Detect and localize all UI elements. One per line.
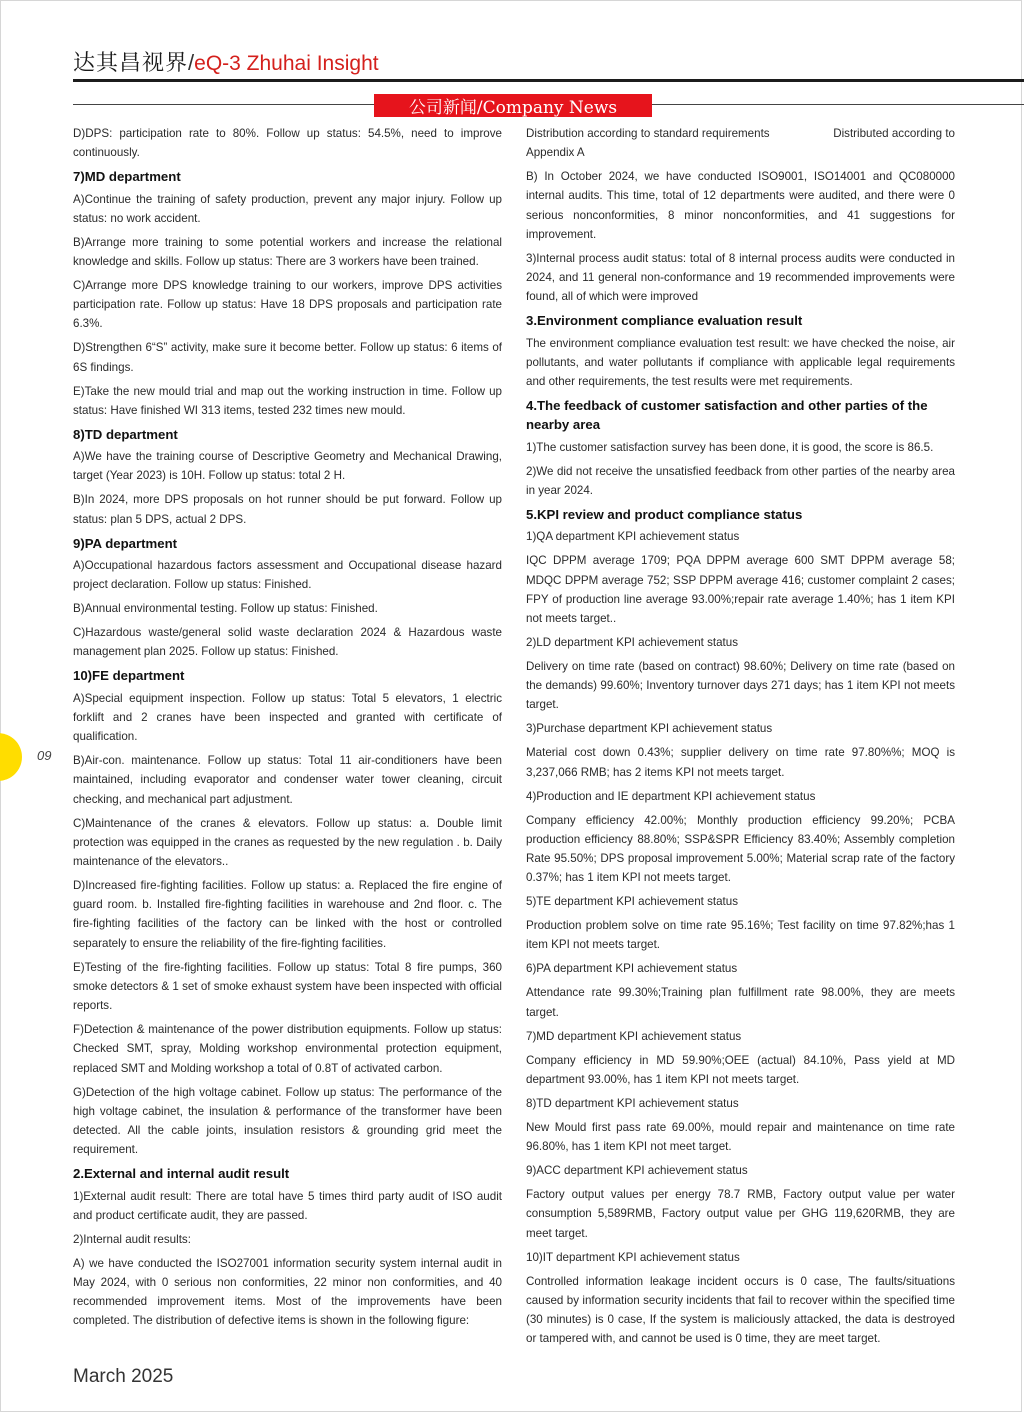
left-column (73, 124, 502, 1335)
paragraph: 4)Production and IE department KPI achievement status (526, 789, 816, 803)
header-rule (73, 79, 1024, 82)
paragraph: 7)MD department KPI achievement status (526, 1029, 742, 1043)
paragraph: B) In October 2024, we have conducted ISO9001, ISO14001 and QC080000 internal audits. This time, total of 12 departments were audited, and there were 0 serious nonconformities, 8 minor nonconformities, and 41 suggestions for improvement. (526, 170, 955, 241)
right-column-blocks (526, 167, 955, 1348)
section-heading: 7)MD department (73, 169, 181, 185)
header-slash: / (188, 50, 195, 75)
magazine-header (73, 46, 379, 81)
footer-date: March 2025 (73, 1366, 174, 1387)
paragraph: 1)External audit result: There are total have 5 times third party audit of ISO audit and product certificate audit, they are passed. (73, 1189, 502, 1222)
paragraph: A)We have the training course of Descriptive Geometry and Mechanical Drawing, target (Year 2023) is 10H. Follow up status: total 2 H. (73, 450, 502, 483)
paragraph: B)Annual environmental testing. Follow up status: Finished. (73, 602, 378, 616)
section-heading: 3.Environment compliance evaluation result (526, 313, 803, 329)
section-heading: 8)TD department (73, 426, 178, 442)
paragraph: 3)Internal process audit status: total of 8 internal process audits were conducted in 2024, and 11 general non-conformance and 19 recommended improvements were found, all of which were improved (526, 251, 955, 304)
distribution-caption-right: Distributed according to (833, 127, 955, 140)
right-column (526, 124, 955, 1353)
distribution-caption-row (526, 124, 955, 143)
paragraph: B)Air-con. maintenance. Follow up status: Total 11 air-conditioners have been maintained, including evaporator and condenser water tower cleaning, circuit checking, and mechanical part adjustment. (73, 754, 502, 806)
paragraph: F)Detection & maintenance of the power distribution equipments. Follow up status: Checked SMT, spray, Molding workshop environmental protection equipment, replaced SMT and Molding workshop a total of 0.8T of activated carbon. (73, 1023, 502, 1075)
appendix-caption: Appendix A (526, 146, 585, 160)
paragraph: 8)TD department KPI achievement status (526, 1096, 739, 1110)
paragraph: Delivery on time rate (based on contract) 98.60%; Delivery on time rate (based on the demands) 99.60%; Inventory turnover days 271 days; has 1 item KPI not meets target. (526, 660, 955, 712)
paragraph: D)Strengthen 6“S” activity, make sure it become better. Follow up status: 6 items of 6S findings. (73, 341, 502, 374)
paragraph: 5)TE department KPI achievement status (526, 895, 739, 909)
section-heading: 10)FE department (73, 668, 185, 684)
paragraph: Factory output values per energy 78.7 RMB, Factory output value per water consumption 5,589RMB, Factory output value per GHG 119,620RMB, they are meet target. (526, 1188, 955, 1240)
paragraph: Production problem solve on time rate 95.16%; Test facility on time 97.82%;has 1 item KPI not meets target. (526, 919, 955, 952)
paragraph: A)Continue the training of safety production, prevent any major injury. Follow up status: no work accident. (73, 192, 502, 225)
section-heading: 5.KPI review and product compliance status (526, 507, 803, 523)
paragraph: 2)Internal audit results: (73, 1232, 191, 1246)
paragraph: 6)PA department KPI achievement status (526, 962, 738, 976)
paragraph: C)Maintenance of the cranes & elevators. Follow up status: a. Double limit protection was equipped in the cranes as requested by the new regulation . b. Daily maintenance of the elevators.. (73, 816, 502, 869)
paragraph: Company efficiency 42.00%; Monthly production efficiency 99.20%; PCBA production efficiency 88.80%; SSP&SPR Efficiency 83.40%; Assembly completion Rate 95.50%; DPS proposal improvement 5.00%; Material scrap rate of the factory 0.37%; has 1 item KPI not meets target. (526, 813, 955, 885)
paragraph: A) we have conducted the ISO27001 information security system internal audit in May 2024, with 0 serious non conformities, 22 minor non conformities, and 40 recommended improvement items. Most of the improvements have been completed. The distribution of defective items is shown in the following figure: (73, 1256, 502, 1328)
section-tab: 公司新闻/Company News (374, 94, 652, 117)
section-heading: 9)PA department (73, 535, 178, 551)
paragraph: 2)LD department KPI achievement status (526, 636, 739, 650)
paragraph: G)Detection of the high voltage cabinet. Follow up status: The performance of the high voltage cabinet, the insulation & performance of the transformer have been detected. All the cable joints, insulation resistors & grounding grid meet the requirement. (73, 1085, 502, 1157)
paragraph: A)Occupational hazardous factors assessment and Occupational disease hazard project declaration. Follow up status: Finished. (73, 559, 502, 592)
paragraph: 2)We did not receive the unsatisfied feedback from other parties of the nearby area in year 2024. (526, 464, 955, 498)
paragraph: Company efficiency in MD 59.90%;OEE (actual) 84.10%, Pass yield at MD department 93.00%, has 1 item KPI not meets target. (526, 1053, 955, 1086)
paragraph: B)In 2024, more DPS proposals on hot runner should be put forward. Follow up status: plan 5 DPS, actual 2 DPS. (73, 493, 502, 526)
paragraph: 1)The customer satisfaction survey has been done, it is good, the score is 86.5. (526, 440, 934, 454)
paragraph: D)Increased fire-fighting facilities. Follow up status: a. Replaced the fire engine of guard room. b. Installed fire-fighting facilities in warehouse and 2nd floor. c. The fire-fighting facilities of the factory can be linked with the host or controlled separately to ensure the reliability of the fire-fighting facilities. (73, 879, 502, 950)
header-title-cn: 达其昌视界 (73, 51, 189, 76)
page-number: 09 (37, 748, 52, 763)
paragraph: Controlled information leakage incident occurs is 0 case, The faults/situations caused by information security incidents that fail to recover within the specified time (30 minutes) is 0 case, If the system is maliciously attacked, the data is destroyed or tampered with, and cannot be used is 0 time, they are meet target. (526, 1274, 955, 1346)
paragraph: Attendance rate 99.30%;Training plan fulfillment rate 98.00%, they are meets target. (526, 986, 955, 1019)
paragraph: 1)QA department KPI achievement status (526, 530, 740, 544)
paragraph: Material cost down 0.43%; supplier delivery on time rate 97.80%%; MOQ is 3,237,066 RMB; has 2 items KPI not meets target. (526, 746, 955, 779)
paragraph: D)DPS: participation rate to 80%. Follow up status: 54.5%, need to improve continuously. (73, 127, 502, 160)
paragraph: E)Testing of the fire-fighting facilities. Follow up status: Total 8 fire pumps, 360 smoke detectors & 1 set of smoke exhaust system have been inspected with official reports. (73, 960, 502, 1013)
paragraph: C)Arrange more DPS knowledge training to our workers, improve DPS activities participation rate. Follow up status: Have 18 DPS proposals and participation rate 6.3%. (73, 279, 502, 331)
paragraph: B)Arrange more training to some potential workers and increase the relational knowledge and skills. Follow up status: There are 3 workers have been trained. (73, 235, 502, 269)
paragraph: 3)Purchase department KPI achievement status (526, 722, 773, 736)
header-title-en: eQ-3 Zhuhai Insight (194, 52, 379, 75)
section-heading: 2.External and internal audit result (73, 1166, 290, 1182)
section-heading: 4.The feedback of customer satisfaction and other parties of the nearby area (526, 398, 928, 433)
paragraph: The environment compliance evaluation test result: we have checked the noise, air pollutants, and water pollutants if compliance with applicable legal requirements and other requirements, the test results were met requirements. (526, 336, 955, 389)
paragraph: C)Hazardous waste/general solid waste declaration 2024 & Hazardous waste management plan 2025. Follow up status: Finished. (73, 626, 502, 659)
paragraph: A)Special equipment inspection. Follow up status: Total 5 elevators, 1 electric forklift and 2 cranes have been inspected and granted with certificate of qualification. (73, 691, 502, 744)
paragraph: 10)IT department KPI achievement status (526, 1250, 740, 1264)
distribution-caption-left: Distribution according to standard requirements (526, 127, 770, 140)
paragraph: IQC DPPM average 1709; PQA DPPM average 600 SMT DPPM average 58; MDQC DPPM average 752; SSP DPPM average 416; customer complaint 2 cases; FPY of production line average 93.00%;repair rate average 1.40%; has 1 item KPI not meets target.. (526, 554, 955, 626)
paragraph: E)Take the new mould trial and map out the working instruction in time. Follow up status: Have finished WI 313 items, tested 232 times new mould. (73, 384, 502, 417)
paragraph: 9)ACC department KPI achievement status (526, 1164, 748, 1178)
paragraph: New Mould first pass rate 69.00%, mould repair and maintenance on time rate 96.80%, has 1 item KPI not meet target. (526, 1120, 955, 1154)
